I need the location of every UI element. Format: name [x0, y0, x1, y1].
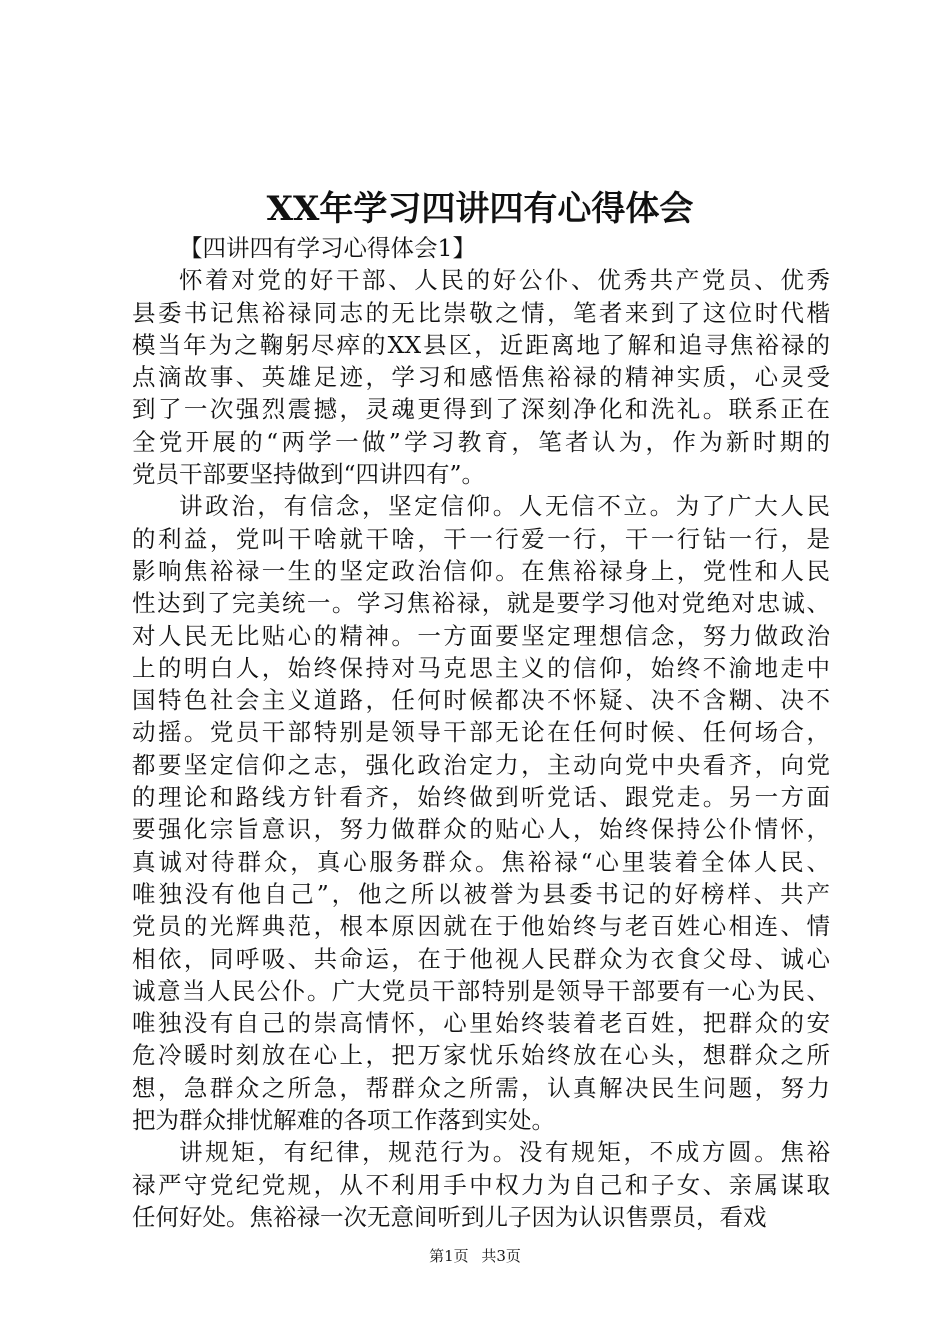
text-line: 上的明白人，始终保持对马克思主义的信仰，始终不渝地走中	[132, 653, 830, 682]
text-line: 把为群众排忧解难的各项工作落到实处。	[132, 1106, 555, 1135]
paragraph-p2	[132, 490, 830, 1136]
text-line: 真诚对待群众，真心服务群众。焦裕禄“心里装着全体人民、	[132, 847, 830, 876]
text-line: 怀着对党的好干部、人民的好公仆、优秀共产党员、优秀	[179, 266, 830, 295]
text-line: 讲规矩，有纪律，规范行为。没有规矩，不成方圆。焦裕	[179, 1138, 830, 1167]
text-line: 讲政治，有信念，坚定信仰。人无信不立。为了广大人民	[179, 492, 830, 521]
text-line: 的理论和路线方针看齐，始终做到听党话、跟党走。另一方面	[132, 783, 830, 812]
text-line: 禄严守党纪党规，从不利用手中权力为自己和子女、亲属谋取	[132, 1170, 830, 1199]
page-total: 共3页	[481, 1247, 521, 1265]
text-line: 点滴故事、英雄足迹，学习和感悟焦裕禄的精神实质，心灵受	[132, 363, 830, 392]
text-line: 国特色社会主义道路，任何时候都决不怀疑、决不含糊、决不	[132, 686, 830, 715]
text-line: 【四讲四有学习心得体会1】	[179, 234, 476, 262]
text-line: 党员的光辉典范，根本原因就在于他始终与老百姓心相连、情	[132, 912, 830, 941]
text-line: 影响焦裕禄一生的坚定政治信仰。在焦裕禄身上，党性和人民	[132, 556, 830, 585]
text-line: 性达到了完美统一。学习焦裕禄，就是要学习他对党绝对忠诚、	[132, 589, 830, 618]
text-line: 诚意当人民公仆。广大党员干部特别是领导干部要有一心为民、	[132, 976, 830, 1005]
text-line: 的利益，党叫干啥就干啥，干一行爱一行，干一行钻一行，是	[132, 524, 830, 553]
text-line: 相依，同呼吸、共命运，在于他视人民群众为衣食父母、诚心	[132, 944, 830, 973]
text-line: 动摇。党员干部特别是领导干部无论在任何时候、任何场合，	[132, 718, 830, 747]
document-body	[132, 232, 830, 1233]
text-line: 要强化宗旨意识，努力做群众的贴心人，始终保持公仆情怀，	[132, 815, 830, 844]
text-line: 到了一次强烈震撼，灵魂更得到了深刻净化和洗礼。联系正在	[132, 395, 830, 424]
text-line: 对人民无比贴心的精神。一方面要坚定理想信念，努力做政治	[132, 621, 830, 650]
text-line: 任何好处。焦裕禄一次无意间听到儿子因为认识售票员，看戏	[132, 1202, 767, 1231]
text-line: 危冷暖时刻放在心上，把万家忧乐始终放在心头，想群众之所	[132, 1041, 830, 1070]
page-number: 第1页	[429, 1247, 469, 1265]
text-line: 全党开展的“两学一做”学习教育，笔者认为，作为新时期的	[132, 427, 830, 456]
text-line: 县委书记焦裕禄同志的无比崇敬之情，笔者来到了这位时代楷	[132, 298, 830, 327]
paragraph-p3	[132, 1136, 830, 1233]
document-title: XX年学习四讲四有心得体会	[266, 189, 694, 229]
paragraph-p1	[132, 264, 830, 490]
page-footer	[0, 1246, 950, 1266]
text-line: 都要坚定信仰之志，强化政治定力，主动向党中央看齐，向党	[132, 750, 830, 779]
text-line: 想，急群众之所急，帮群众之所需，认真解决民生问题，努力	[132, 1073, 830, 1102]
text-line: 唯独没有他自己”，他之所以被誉为县委书记的好榜样、共产	[132, 879, 830, 908]
text-line: 模当年为之鞠躬尽瘁的XX县区，近距离地了解和追寻焦裕禄的	[132, 330, 830, 359]
text-line: 唯独没有自己的崇高情怀，心里始终装着老百姓，把群众的安	[132, 1009, 830, 1038]
text-line: 党员干部要坚持做到“四讲四有”。	[132, 460, 486, 489]
paragraph-heading	[132, 232, 830, 264]
